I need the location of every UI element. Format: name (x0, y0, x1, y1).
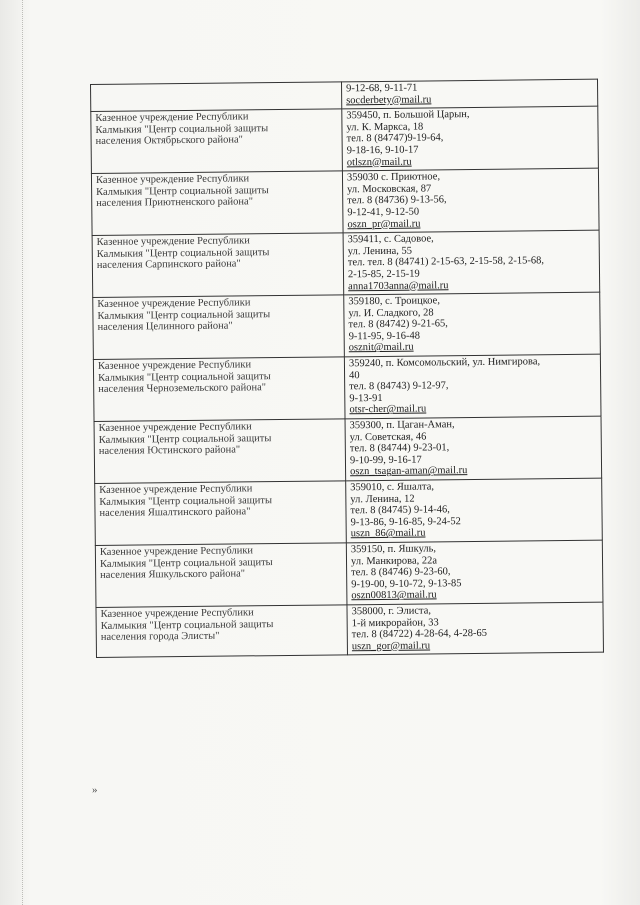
organization-name-line: Калмыкия "Центр социальной защиты (99, 494, 273, 508)
email-address: otsr-cher@mail.ru (349, 403, 427, 416)
address-line: тел. 8 (84743) 9-12-97, (349, 380, 449, 393)
address-line: тел. 8 (84745) 9-14-46, (350, 504, 450, 517)
address-line: 1-й микрорайон, 33 (351, 616, 439, 629)
organization-cell (93, 357, 345, 422)
email-address: oszn00813@mail.ru (351, 589, 437, 602)
address-line: 9-10-99, 9-16-17 (349, 454, 422, 467)
address-line: ул. Московская, 87 (347, 183, 432, 196)
address-line: 359240, п. Комсомольский, ул. Нимгирова, (348, 356, 541, 370)
centers-table (90, 79, 604, 659)
address-line: тел. 8 (84746) 9-23-60, (351, 566, 451, 579)
organization-name-line: Казенное учреждение Республики (100, 607, 254, 620)
address-line: 359010, с. Яшалта, (350, 481, 435, 494)
address-line: 359030 с. Приютное, (346, 171, 441, 184)
address-line: 359150, п. Яшкуль, (350, 543, 437, 556)
address-line: 2-15-85, 2-15-19 (347, 268, 420, 281)
address-line: тел. 8 (84742) 9-21-65, (348, 318, 448, 331)
email-address: osznit@mail.ru (348, 342, 414, 354)
address-cell (343, 230, 600, 295)
address-line: 9-11-95, 9-16-48 (348, 330, 421, 343)
organization-name-line: Калмыкия "Центр социальной защиты (99, 556, 273, 570)
organization-name-line: Казенное учреждение Республики (99, 545, 254, 558)
address-line: 359300, п. Цаган-Аман, (349, 419, 455, 432)
organization-name-line: Казенное учреждение Республики (95, 173, 250, 187)
organization-cell (91, 109, 343, 174)
address-cell (342, 168, 599, 233)
email-address: socderbety@mail.ru (346, 94, 432, 106)
address-line: тел. 8 (84744) 9-23-01, (349, 442, 450, 455)
organization-name-line: населения Приютненского района" (96, 196, 254, 210)
address-line: 359180, с. Троицкое, (348, 295, 441, 308)
organization-cell (91, 82, 342, 112)
organization-name-line: Калмыкия "Центр социальной защиты (98, 370, 271, 384)
address-line: 358000, г. Элиста, (351, 605, 432, 618)
organization-name-line: населения Сарпинского района" (96, 258, 241, 272)
address-line: ул. И. Сладкого, 28 (348, 307, 434, 319)
table-row (95, 478, 603, 545)
table-row (94, 416, 602, 483)
address-line: тел. 8 (84722) 4-28-64, 4-28-65 (351, 627, 488, 641)
address-line: ул. К. Маркса, 18 (346, 121, 424, 134)
email-address: uszn_gor@mail.ru (351, 640, 431, 653)
organization-name-line: Казенное учреждение Республики (96, 235, 250, 249)
organization-name-line: Калмыкия "Центр социальной защиты (96, 246, 270, 260)
organization-name-line: населения Октябрьского района" (95, 134, 243, 148)
address-cell (342, 106, 599, 171)
table-row (93, 354, 601, 421)
organization-cell (92, 233, 344, 298)
organization-name-line: Калмыкия "Центр социальной защиты (100, 618, 274, 632)
organization-cell (94, 419, 346, 484)
address-line: тел. тел. 8 (84741) 2-15-63, 2-15-58, 2-15-68, (347, 255, 545, 269)
address-cell (346, 540, 603, 605)
organization-name-line: Казенное учреждение Республики (95, 111, 249, 125)
centers-table-body (91, 79, 604, 658)
address-cell (344, 292, 601, 357)
address-line: ул. Манкирова, 22а (350, 554, 438, 567)
organization-name-line: Казенное учреждение Республики (97, 359, 252, 372)
organization-name-line: Калмыкия "Центр социальной защиты (98, 432, 272, 446)
organization-name-line: населения Юстинского района" (98, 444, 241, 458)
address-line: 9-19-00, 9-10-72, 9-13-85 (351, 577, 462, 591)
organization-name-line: населения Яшкульского района" (100, 568, 246, 582)
address-line: 40 (349, 369, 360, 381)
organization-cell (91, 171, 343, 236)
table-row (95, 540, 603, 607)
table-row (91, 106, 599, 173)
table-row (92, 230, 600, 297)
email-address: uszn_86@mail.ru (350, 527, 426, 540)
email-address: otlszn@mail.ru (346, 156, 412, 168)
address-cell (346, 478, 603, 543)
address-line: 9-18-16, 9-10-17 (346, 144, 419, 157)
organization-name-line: Калмыкия "Центр социальной защиты (95, 122, 269, 136)
email-address: oszn_pr@mail.ru (347, 218, 421, 230)
organization-name-line: Калмыкия "Центр социальной защиты (96, 184, 269, 198)
address-cell (345, 416, 602, 481)
address-line: ул. Ленина, 55 (347, 245, 413, 258)
email-address: oszn_tsagan-aman@mail.ru (350, 465, 468, 478)
address-line: 9-12-41, 9-12-50 (347, 206, 420, 219)
organization-cell (95, 481, 347, 546)
organization-name-line: населения Черноземельского района" (98, 382, 267, 396)
organization-name-line: населения Яшалтинского района" (99, 506, 251, 520)
address-line: 9-12-68, 9-11-71 (346, 82, 418, 95)
address-cell (344, 354, 601, 419)
organization-name-line: Казенное учреждение Республики (99, 483, 253, 496)
table-row (91, 168, 599, 235)
footer-mark: » (92, 784, 98, 796)
scan-edge-line (22, 0, 23, 905)
address-line: ул. Ленина, 12 (350, 493, 415, 505)
organization-name-line: населения города Элисты" (100, 630, 220, 644)
address-line: 9-13-86, 9-16-85, 9-24-52 (350, 515, 461, 529)
organization-name-line: населения Целинного района" (97, 320, 233, 334)
address-line: ул. Советская, 46 (349, 431, 427, 443)
organization-name-line: Казенное учреждение Республики (97, 297, 251, 311)
address-line: тел. 8 (84747)9-19-64, (346, 132, 444, 145)
address-line: 359450, п. Большой Царын, (346, 109, 470, 122)
organization-cell (93, 295, 345, 360)
table-row (96, 602, 603, 658)
organization-cell (96, 605, 348, 658)
table-row (93, 292, 601, 359)
email-address: anna1703anna@mail.ru (348, 279, 449, 292)
address-line: тел. 8 (84736) 9-13-56, (347, 194, 447, 207)
address-line: 9-13-91 (349, 392, 383, 405)
address-cell (347, 602, 604, 655)
organization-name-line: Калмыкия "Центр социальной защиты (97, 308, 271, 322)
address-cell (341, 79, 597, 109)
organization-cell (95, 543, 347, 608)
organization-name-line: Казенное учреждение Республики (98, 421, 252, 434)
address-line: 359411, с. Садовое, (347, 233, 434, 246)
